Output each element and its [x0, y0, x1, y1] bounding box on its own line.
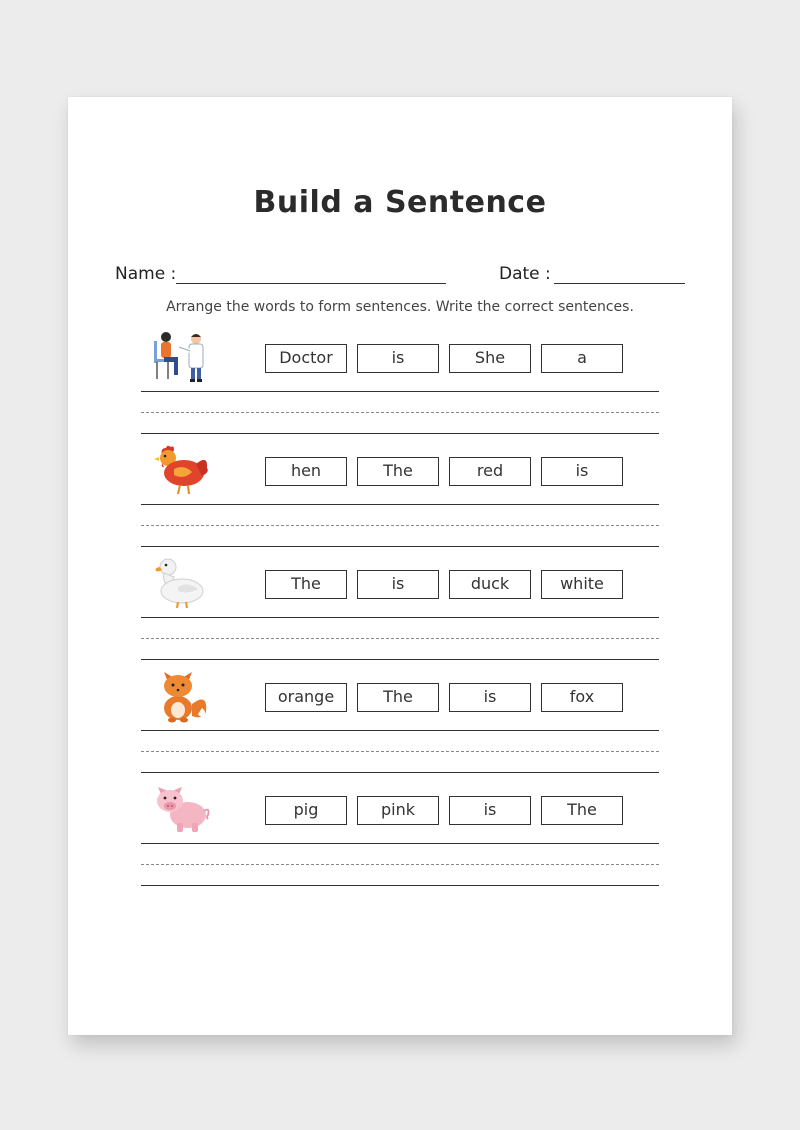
word-card: is	[357, 570, 439, 599]
word-card: The	[357, 683, 439, 712]
word-card: The	[541, 796, 623, 825]
word-card: She	[449, 344, 531, 373]
name-label: Name :	[115, 264, 177, 284]
writing-line-mid	[141, 412, 659, 413]
word-card: fox	[541, 683, 623, 712]
duck-icon	[152, 555, 212, 611]
word-card: red	[449, 457, 531, 486]
instructions: Arrange the words to form sentences. Write the correct sentences.	[166, 299, 634, 315]
writing-line-mid	[141, 864, 659, 865]
word-card: orange	[265, 683, 347, 712]
word-card: hen	[265, 457, 347, 486]
writing-line-bottom	[141, 433, 659, 434]
writing-line-top[interactable]	[141, 391, 659, 392]
exercise-5	[68, 781, 732, 881]
word-card: duck	[449, 570, 531, 599]
writing-line-bottom	[141, 659, 659, 660]
word-card: is	[449, 796, 531, 825]
exercise-3	[68, 555, 732, 655]
word-card: pink	[357, 796, 439, 825]
worksheet-title: Build a Sentence	[253, 185, 547, 220]
exercise-1	[68, 329, 732, 429]
writing-line-mid	[141, 638, 659, 639]
word-card: a	[541, 344, 623, 373]
writing-line-bottom	[141, 772, 659, 773]
writing-line-mid	[141, 525, 659, 526]
writing-line-top[interactable]	[141, 730, 659, 731]
date-label: Date :	[499, 264, 551, 284]
word-card: white	[541, 570, 623, 599]
date-field[interactable]	[554, 283, 685, 284]
word-card: is	[541, 457, 623, 486]
writing-line-top[interactable]	[141, 843, 659, 844]
word-card: Doctor	[265, 344, 347, 373]
writing-line-bottom	[141, 885, 659, 886]
writing-line-mid	[141, 751, 659, 752]
name-field[interactable]	[176, 283, 446, 284]
writing-line-top[interactable]	[141, 504, 659, 505]
doctor-patient-icon	[152, 329, 212, 385]
exercise-2	[68, 442, 732, 542]
word-card: is	[449, 683, 531, 712]
worksheet-page	[68, 97, 732, 1035]
exercise-4	[68, 668, 732, 768]
word-card: The	[265, 570, 347, 599]
word-card: is	[357, 344, 439, 373]
pig-icon	[152, 781, 212, 837]
writing-line-top[interactable]	[141, 617, 659, 618]
word-card: pig	[265, 796, 347, 825]
hen-icon	[152, 442, 212, 498]
word-card: The	[357, 457, 439, 486]
writing-line-bottom	[141, 546, 659, 547]
fox-icon	[152, 668, 212, 724]
